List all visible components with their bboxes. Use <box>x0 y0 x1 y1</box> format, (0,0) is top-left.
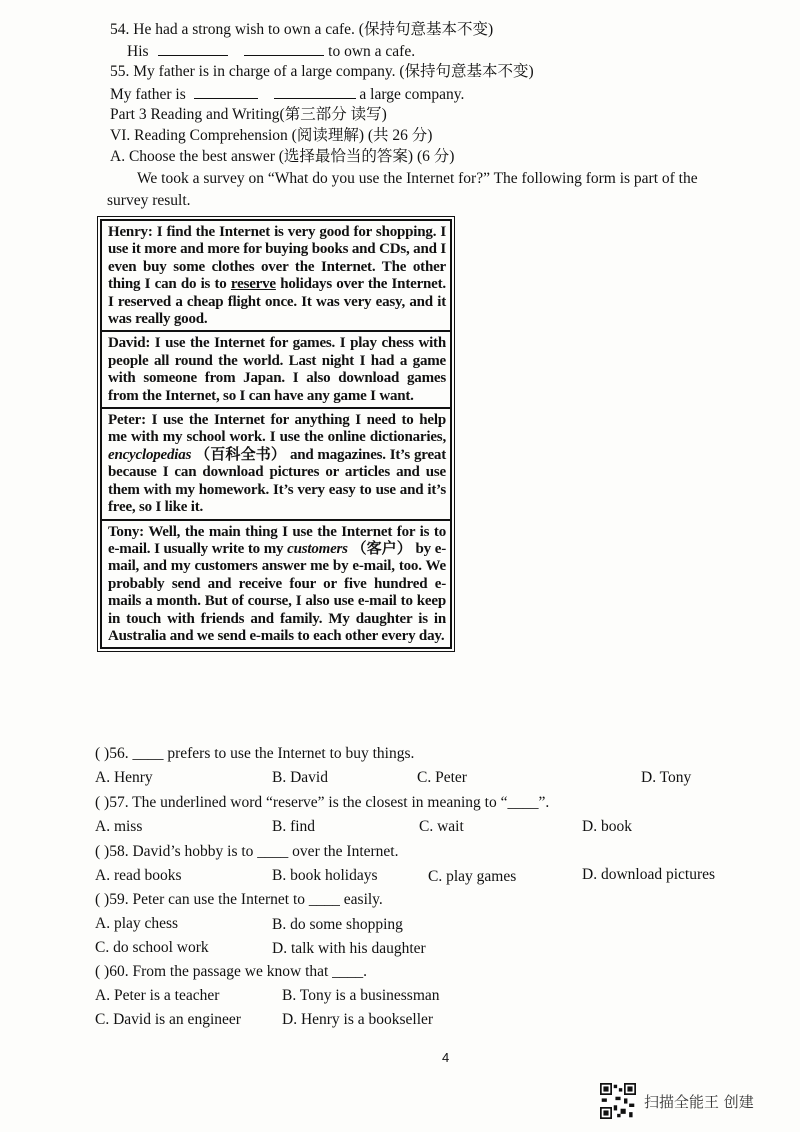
q54-rewrite-end: to own a cafe. <box>328 43 416 60</box>
q55-sentence: 55. My father is in charge of a large company. (保持句意基本不变) <box>110 63 534 80</box>
q58-option-d[interactable]: D. download pictures <box>582 866 716 883</box>
tony-text-b: by e-mail, and my customers answer me by e-mail, too. We probably send and receive four or five hundred e-mails a month. But of course, I also use e-mail to keep in touch with friends and family. My daughter is in Australia and we send e-mails to each other every day. <box>108 540 446 644</box>
q56-option-d[interactable]: D. Tony <box>641 769 692 786</box>
q59-option-a[interactable]: A. play chess <box>95 915 179 932</box>
peter-gloss: （百科全书） <box>191 446 287 463</box>
q56-option-b[interactable]: B. David <box>272 769 328 786</box>
footer-text: 扫描全能王 创建 <box>644 1092 754 1111</box>
q55-rewrite <box>110 84 464 105</box>
peter-text-b: and magazines. It’s great because I can download pictures or articles and use them with my homework. It’s very easy to use and it’s free, so I like it. <box>108 446 446 516</box>
peter-italic-word: encyclopedias <box>108 446 192 463</box>
intro-line-1: We took a survey on “What do you use the Internet for?” The following form is part of the <box>137 170 698 187</box>
q59-stem: ( )59. Peter can use the Internet to ____ easily. <box>95 891 383 908</box>
sectionA-heading: A. Choose the best answer (选择最恰当的答案) (6 分) <box>110 148 455 165</box>
q56-option-c[interactable]: C. Peter <box>417 769 467 786</box>
q54-blank-2[interactable] <box>244 41 324 56</box>
qr-code-icon <box>600 1083 636 1119</box>
q55-blank-2[interactable] <box>274 84 356 99</box>
henry-underlined-word: reserve <box>230 276 276 293</box>
q54-blank-1[interactable] <box>158 41 228 56</box>
q58-option-c[interactable]: C. play games <box>428 868 517 885</box>
q59-option-b[interactable]: B. do some shopping <box>272 916 403 933</box>
q57-option-d[interactable]: D. book <box>582 818 632 835</box>
q54-rewrite-start: His <box>127 43 149 60</box>
q59-option-c[interactable]: C. do school work <box>95 939 209 956</box>
section6-heading: VI. Reading Comprehension (阅读理解) (共 26 分) <box>110 127 433 144</box>
q54-sentence: 54. He had a strong wish to own a cafe. (保持句意基本不变) <box>110 21 494 38</box>
q60-option-d[interactable]: D. Henry is a bookseller <box>282 1011 434 1028</box>
q55-rewrite-start: My father is <box>110 86 186 103</box>
henry-text-b: holidays over the Internet. I reserved a cheap flight once. It was very easy, and it was really good. <box>108 276 446 328</box>
q60-stem: ( )60. From the passage we know that ____. <box>95 963 368 980</box>
q57-option-b[interactable]: B. find <box>272 818 316 835</box>
peter-text-a: Peter: I use the Internet for anything I need to help me with my school work. I use the online dictionaries, <box>108 412 446 446</box>
survey-table <box>100 219 452 649</box>
q57-option-a[interactable]: A. miss <box>95 818 143 835</box>
page-number: 4 <box>442 1050 450 1065</box>
henry-text-a: Henry: I find the Internet is very good for shopping. I use it more and more for buying books and CDs, and I even buy some clothes over the Internet. The other thing I can do is to <box>108 224 446 293</box>
q54-rewrite <box>127 41 415 62</box>
q58-stem: ( )58. David’s hobby is to ____ over the Internet. <box>95 843 399 860</box>
q59-option-d[interactable]: D. talk with his daughter <box>272 940 426 957</box>
survey-henry <box>102 221 450 332</box>
intro-line-2: survey result. <box>107 192 191 209</box>
q60-option-c[interactable]: C. David is an engineer <box>95 1011 241 1028</box>
q56-option-a[interactable]: A. Henry <box>95 769 153 786</box>
q56-stem: ( )56. ____ prefers to use the Internet to buy things. <box>95 745 415 762</box>
survey-peter <box>102 409 450 520</box>
tony-gloss: （客户） <box>347 540 412 557</box>
q58-option-b[interactable]: B. book holidays <box>272 867 378 884</box>
survey-tony <box>102 521 450 648</box>
q57-stem: ( )57. The underlined word “reserve” is the closest in meaning to “____”. <box>95 794 550 811</box>
tony-italic-word: customers <box>287 540 348 557</box>
q55-blank-1[interactable] <box>194 84 258 99</box>
q58-option-a[interactable]: A. read books <box>95 867 182 884</box>
q57-option-c[interactable]: C. wait <box>419 818 464 835</box>
david-text: David: I use the Internet for games. I play chess with people all round the world. Last night I had a game with someone from Japan. I also download games from the Internet, so I can have any game I want. <box>108 335 446 404</box>
tony-text-a: Tony: Well, the main thing I use the Internet for is to e-mail. I usually write to my <box>108 523 446 557</box>
scanner-footer <box>600 1083 754 1119</box>
part3-heading: Part 3 Reading and Writing(第三部分 读写) <box>110 106 387 123</box>
q55-rewrite-end: a large company. <box>359 86 465 103</box>
survey-david <box>102 332 450 409</box>
q60-option-a[interactable]: A. Peter is a teacher <box>95 987 220 1004</box>
q60-option-b[interactable]: B. Tony is a businessman <box>282 987 440 1004</box>
